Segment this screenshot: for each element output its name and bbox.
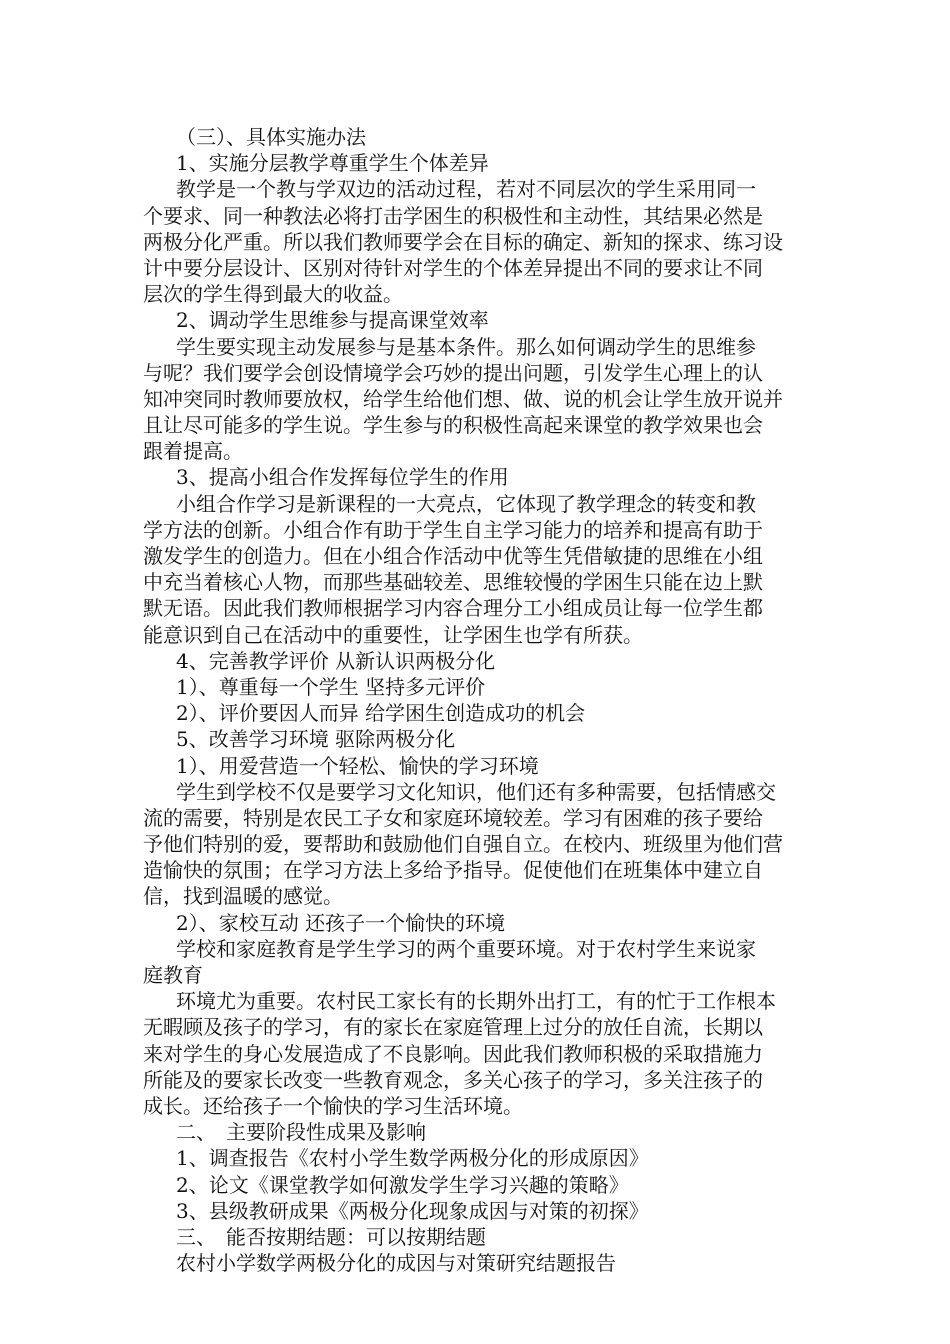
text-line: 流的需要，特别是农民工子女和家庭环境较差。学习有困难的孩子要给 [143,805,763,830]
text-line: 1、实施分层教学尊重学生个体差异 [176,151,489,176]
document-body [143,124,810,1276]
text-line: 来对学生的身心发展造成了不良影响。因此我们教师积极的采取措施力 [143,1041,763,1066]
text-line: 能意识到自己在活动中的重要性，让学困生也学有所获。 [143,622,643,647]
text-line: 计中要分层设计、区别对待针对学生的个体差异提出不同的要求让不同 [143,255,763,280]
text-line: 个要求、同一种教法必将打击学困生的积极性和主动性，其结果必然是 [143,203,763,228]
text-line: 2、论文《课堂教学如何激发学生学习兴趣的策略》 [176,1172,629,1197]
text-line: 造愉快的氛围；在学习方法上多给予指导。促使他们在班集体中建立自 [143,858,763,883]
text-line: 激发学生的创造力。但在小组合作活动中优等生凭借敏捷的思维在小组 [143,544,763,568]
text-line: 2）、评价要因人而异 给学困生创造成功的机会 [176,701,586,726]
text-line: 3、县级教研成果《两极分化现象成因与对策的初探》 [176,1198,649,1223]
text-line: 1、调查报告《农村小学生数学两极分化的形成原因》 [176,1146,649,1171]
text-line: 二、 主要阶段性成果及影响 [176,1120,426,1145]
text-line: 庭教育 [143,963,203,987]
text-line: 学生要实现主动发展参与是基本条件。那么如何调动学生的思维参 [176,334,756,359]
text-line: 教学是一个教与学双边的活动过程，若对不同层次的学生采用同一 [176,177,756,202]
text-line: 予他们特别的爱，要帮助和鼓励他们自强自立。在校内、班级里为他们营 [143,832,783,857]
text-line: 信，找到温暖的感觉。 [143,884,343,909]
text-line: 所能及的要家长改变一些教育观念，多关心孩子的学习，多关注孩子的 [143,1067,763,1092]
text-line: 默无语。因此我们教师根据学习内容合理分工小组成员让每一位学生都 [143,596,763,621]
text-line: 1）、用爱营造一个轻松、愉快的学习环境 [176,753,539,778]
text-line: 知冲突同时教师要放权，给学生给他们想、做、说的机会让学生放开说并 [143,386,783,411]
text-line: 3、提高小组合作发挥每位学生的作用 [176,465,509,490]
text-line: 层次的学生得到最大的收益。 [143,282,403,307]
text-line: 1）、尊重每一个学生 坚持多元评价 [176,674,486,699]
text-line: 与呢？我们要学会创设情境学会巧妙的提出问题，引发学生心理上的认 [143,360,763,385]
text-line: 且让尽可能多的学生说。学生参与的积极性高起来课堂的教学效果也会 [143,413,763,438]
text-line: 5、改善学习环境 驱除两极分化 [176,727,456,752]
text-line: 跟着提高。 [143,439,243,464]
text-line: 2）、家校互动 还孩子一个愉快的环境 [176,910,506,935]
text-line: 学校和家庭教育是学生学习的两个重要环境。对于农村学生来说家 [176,936,756,961]
text-line: 成长。还给孩子一个愉快的学习生活环境。 [143,1093,523,1118]
text-line: 无暇顾及孩子的学习，有的家长在家庭管理上过分的放任自流，长期以 [143,1015,763,1040]
text-line: 4、完善教学评价 从新认识两极分化 [176,648,496,673]
text-line: 学方法的创新。小组合作有助于学生自主学习能力的培养和提高有助于 [143,517,763,542]
text-line: 农村小学数学两极分化的成因与对策研究结题报告 [176,1251,616,1276]
text-line: 三、 能否按期结题：可以按期结题 [176,1224,486,1249]
text-line: 两极分化严重。所以我们教师要学会在目标的确定、新知的探求、练习设 [143,229,783,254]
text-line: 中充当着核心人物，而那些基础较差、思维较慢的学困生只能在边上默 [143,570,763,595]
text-line: 环境尤为重要。农村民工家长有的长期外出打工，有的忙于工作根本 [176,989,776,1014]
text-line: 2、调动学生思维参与提高课堂效率 [176,308,489,333]
text-line: 学生到学校不仅是要学习文化知识，他们还有多种需要，包括情感交 [176,779,776,804]
text-line: 小组合作学习是新课程的一大亮点，它体现了教学理念的转变和教 [176,491,756,516]
text-line: （三）、具体实施办法 [176,125,366,149]
